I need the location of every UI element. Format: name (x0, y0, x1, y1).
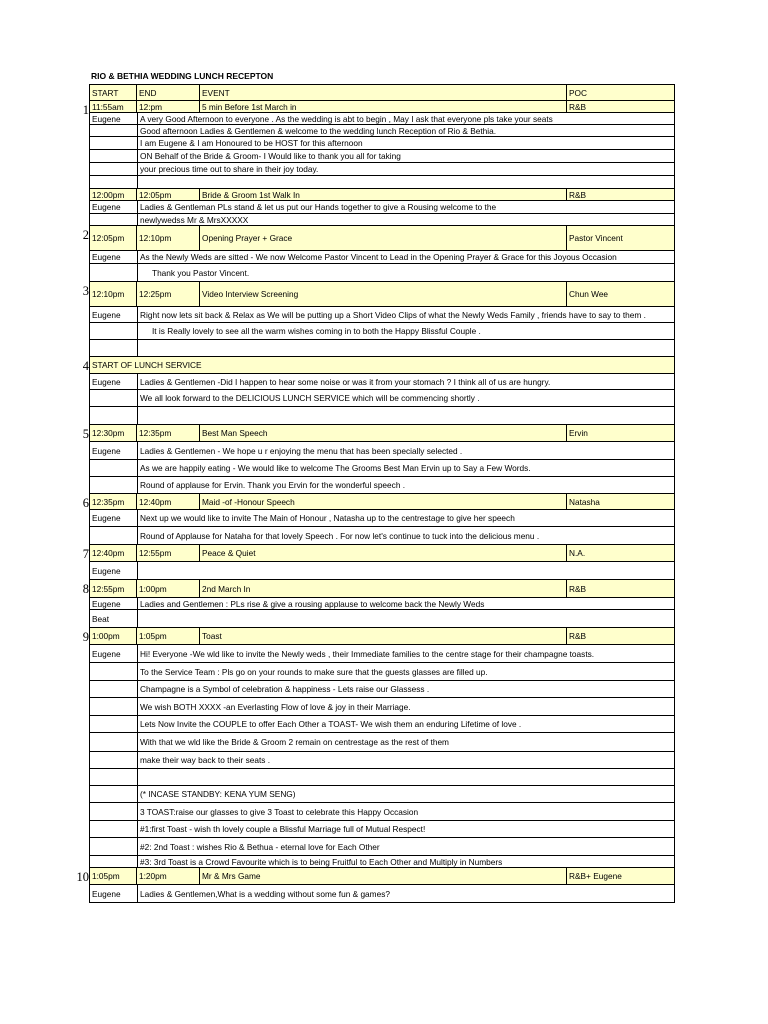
event-name: Best Man Speech (200, 425, 567, 441)
script-line-row (89, 645, 675, 663)
end-time: 12:40pm (137, 494, 200, 509)
script-line-row (89, 460, 675, 477)
point-of-contact: Natasha (569, 496, 600, 507)
end-time: 12:05pm (137, 189, 200, 200)
end-time: 1:05pm (137, 628, 200, 644)
event-name: Mr & Mrs Game (200, 868, 567, 884)
script-line-row (89, 527, 675, 545)
script-line-row (89, 610, 675, 628)
item-number: 4 (82, 359, 89, 373)
item-number: 1 (82, 103, 89, 117)
script-text: #2: 2nd Toast : wishes Rio & Bethua - eternal love for Each Other (137, 838, 674, 855)
script-line-row (89, 251, 675, 264)
script-line-row (89, 163, 675, 176)
schedule-event-row (89, 628, 675, 645)
speaker-name: Eugene (92, 252, 121, 262)
event-name: Bride & Groom 1st Walk In (200, 189, 567, 200)
item-number: 10 (76, 870, 89, 884)
script-text: Ladies & Gentleman PLs stand & let us put our Hands together to give a Rousing welcome to the (137, 201, 674, 213)
event-name: Video Interview Screening (200, 282, 567, 306)
script-text: Right now lets sit back & Relax as We will be putting up a Short Video Clips of what the Newly Weds Family , friends have to say to them . (137, 307, 674, 322)
script-text: We wish BOTH XXXX -an Everlasting Flow of love & joy in their Marriage. (137, 698, 674, 715)
schedule-event-row (89, 282, 675, 307)
script-text: 3 TOAST:raise our glasses to give 3 Toast to celebrate this Happy Occasion (137, 803, 674, 820)
script-text: #3: 3rd Toast is a Crowd Favourite which is to being Fruitful to Each Other and Multiply in Numbers (137, 856, 674, 867)
speaker-name: Eugene (92, 376, 121, 387)
end-time: 1:20pm (137, 868, 200, 884)
point-of-contact: R&B (569, 101, 587, 112)
script-text: It is Really lovely to see all the warm wishes coming in to both the Happy Blissful Couple . (137, 323, 674, 339)
item-number: 5 (82, 427, 89, 441)
start-time: 11:55am (90, 101, 137, 112)
script-text: #1:first Toast - wish th lovely couple a Blissful Marriage full of Mutual Respect! (137, 821, 674, 837)
script-line-row (89, 176, 675, 189)
script-line-row (89, 137, 675, 150)
schedule-event-row (89, 545, 675, 562)
item-number: 8 (82, 582, 89, 596)
event-name: 2nd March In (200, 580, 567, 597)
script-text: Thank you Pastor Vincent. (137, 264, 674, 281)
script-text: Ladies & Gentlemen - We hope u r enjoying the menu that has been specially selected . (137, 442, 674, 459)
schedule-event-row (89, 580, 675, 598)
event-name: Peace & Quiet (200, 545, 567, 561)
speaker-name: Eugene (92, 445, 121, 456)
script-text: ON Behalf of the Bride & Groom- I Would like to thank you all for taking (137, 150, 674, 162)
end-time: 12:10pm (137, 226, 200, 250)
start-time: 12:10pm (90, 282, 137, 306)
script-text (137, 340, 674, 356)
script-text: Round of applause for Ervin. Thank you Ervin for the wonderful speech . (137, 477, 674, 493)
script-line-row (89, 663, 675, 681)
script-line-row (89, 477, 675, 494)
script-line-row (89, 442, 675, 460)
speaker-name: Eugene (92, 888, 121, 899)
script-line-row (89, 323, 675, 340)
script-line-row (89, 856, 675, 868)
item-number: 3 (82, 284, 89, 298)
document-title: RIO & BETHIA WEDDING LUNCH RECEPTON (91, 71, 274, 81)
script-text (137, 610, 674, 627)
start-time: 12:40pm (90, 545, 137, 561)
script-text: (* INCASE STANDBY: KENA YUM SENG) (137, 786, 674, 802)
script-line-row (89, 113, 675, 125)
point-of-contact: R&B (569, 189, 587, 200)
script-line-row (89, 201, 675, 214)
script-text (137, 769, 674, 785)
schedule-event-row (89, 226, 675, 251)
speaker-name: Eugene (92, 513, 121, 523)
section-title: START OF LUNCH SERVICE (92, 360, 202, 370)
script-text: A very Good Afternoon to everyone . As the wedding is abt to begin , May I ask that everyone pls take your seats (137, 113, 674, 124)
script-line-row (89, 885, 675, 903)
script-text: Champagne is a Symbol of celebration & happiness - Lets raise our Glassess . (137, 681, 674, 697)
schedule-event-row (89, 425, 675, 442)
section-header-row (89, 357, 675, 374)
point-of-contact: R&B+ Eugene (569, 871, 622, 881)
script-text: your precious time out to share in their joy today. (137, 163, 674, 175)
script-line-row (89, 407, 675, 425)
schedule-event-row (89, 189, 675, 201)
script-text: As we are happily eating - We would like to welcome The Grooms Best Man Ervin up to Say a Few Words. (137, 460, 674, 476)
item-number: 6 (82, 496, 89, 510)
script-line-row (89, 374, 675, 390)
script-line-row (89, 698, 675, 716)
end-time: 1:00pm (137, 580, 200, 597)
script-line-row (89, 125, 675, 137)
script-line-row (89, 821, 675, 838)
script-line-row (89, 340, 675, 357)
start-time: 12:00pm (90, 189, 137, 200)
speaker-name: Eugene (92, 113, 121, 124)
header-poc: POC (569, 87, 587, 98)
script-line-row (89, 598, 675, 610)
script-text: I am Eugene & I am Honoured to be HOST for this afternoon (137, 137, 674, 149)
header-end: END (137, 85, 200, 100)
end-time: 12:55pm (137, 545, 200, 561)
point-of-contact: R&B (569, 583, 587, 594)
header-start: START (90, 85, 137, 100)
script-text: We all look forward to the DELICIOUS LUNCH SERVICE which will be commencing shortly . (137, 390, 674, 406)
script-text: Hi! Everyone -We wld like to invite the Newly weds , their Immediate families to the centre stage for their champagne toasts. (137, 645, 674, 662)
end-time: 12:25pm (137, 282, 200, 306)
end-time: 12:35pm (137, 425, 200, 441)
start-time: 12:30pm (90, 425, 137, 441)
script-text: Ladies & Gentlemen -Did I happen to hear some noise or was it from your stomach ? I think all of us are hungry. (137, 374, 674, 389)
script-line-row (89, 803, 675, 821)
script-text (137, 407, 674, 424)
point-of-contact: R&B (569, 631, 587, 641)
schedule-event-row (89, 494, 675, 510)
speaker-name: Eugene (92, 648, 121, 659)
item-number: 9 (82, 630, 89, 644)
script-line-row (89, 562, 675, 580)
script-line-row (89, 214, 675, 226)
item-number: 2 (82, 228, 89, 242)
script-line-row (89, 510, 675, 527)
schedule-table (89, 84, 675, 903)
start-time: 1:05pm (90, 868, 137, 884)
script-text: Ladies & Gentlemen,What is a wedding without some fun & games? (137, 885, 674, 902)
script-line-row (89, 307, 675, 323)
script-text: Good afternoon Ladies & Gentlemen & welcome to the wedding lunch Reception of Rio & Bethia. (137, 125, 674, 136)
speaker-name: Eugene (92, 202, 121, 212)
script-line-row (89, 716, 675, 733)
point-of-contact: Chun Wee (569, 289, 609, 299)
script-line-row (89, 733, 675, 752)
speaker-name: Eugene (92, 565, 121, 576)
end-time: 12:pm (137, 101, 200, 112)
script-text: Lets Now Invite the COUPLE to offer Each Other a TOAST- We wish them an enduring Lifetime of love . (137, 716, 674, 732)
script-line-row (89, 681, 675, 698)
start-time: 1:00pm (90, 628, 137, 644)
script-line-row (89, 390, 675, 407)
script-text: Round of Applause for Nataha for that lovely Speech . For now let's continue to tuck into the delicious menu . (137, 527, 674, 544)
script-text (137, 562, 674, 579)
speaker-name: Beat (92, 613, 110, 624)
speaker-name: Eugene (92, 598, 121, 609)
point-of-contact: Pastor Vincent (569, 233, 623, 243)
point-of-contact: Ervin (569, 428, 588, 438)
point-of-contact: N.A. (569, 548, 586, 558)
event-name: Maid -of -Honour Speech (200, 494, 567, 509)
script-text: Ladies and Gentlemen : PLs rise & give a rousing applause to welcome back the Newly Weds (137, 598, 674, 609)
script-line-row (89, 752, 675, 769)
event-name: Toast (200, 628, 567, 644)
start-time: 12:35pm (90, 494, 137, 509)
script-text: make their way back to their seats . (137, 752, 674, 768)
script-line-row (89, 769, 675, 786)
script-text: To the Service Team : Pls go on your rounds to make sure that the guests glasses are filled up. (137, 663, 674, 680)
script-line-row (89, 150, 675, 163)
start-time: 12:05pm (90, 226, 137, 250)
script-text: Next up we would like to invite The Main of Honour , Natasha up to the centrestage to give her speech (137, 510, 674, 526)
script-text: As the Newly Weds are sitted - We now Welcome Pastor Vincent to Lead in the Opening Prayer & Grace for this Joyous Occasion (137, 251, 674, 263)
event-name: 5 min Before 1st March in (200, 101, 567, 112)
table-header-row (89, 84, 675, 101)
script-text: newlywedss Mr & MrsXXXXX (137, 214, 674, 225)
schedule-event-row (89, 101, 675, 113)
script-line-row (89, 786, 675, 803)
item-number: 7 (82, 547, 89, 561)
script-text: With that we wld like the Bride & Groom 2 remain on centrestage as the rest of them (137, 733, 674, 751)
schedule-event-row (89, 868, 675, 885)
script-line-row (89, 838, 675, 856)
script-line-row (89, 264, 675, 282)
start-time: 12:55pm (90, 580, 137, 597)
header-event: EVENT (200, 85, 567, 100)
event-name: Opening Prayer + Grace (200, 226, 567, 250)
script-text (137, 176, 674, 188)
speaker-name: Eugene (92, 309, 121, 320)
